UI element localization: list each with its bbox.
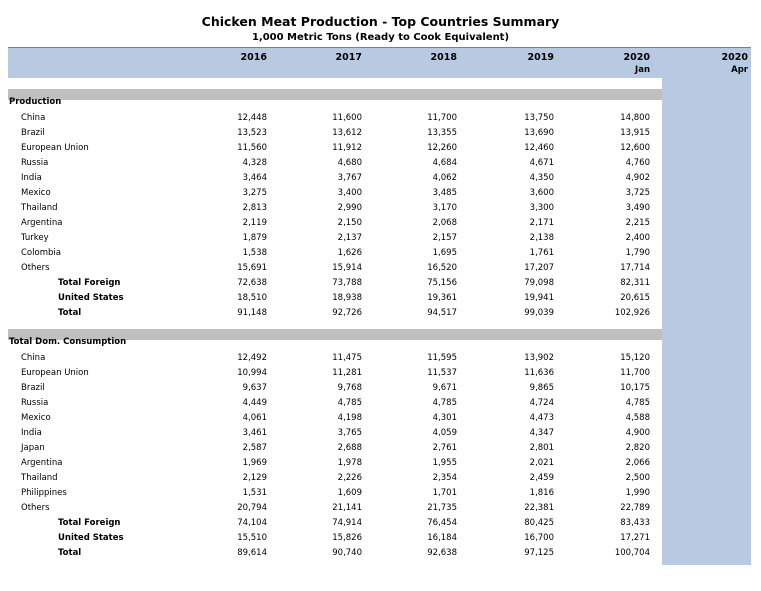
table-cell: 4,902 <box>625 173 650 183</box>
table-cell: 12,600 <box>620 143 650 153</box>
table-cell: 2,688 <box>337 443 362 453</box>
table-row <box>0 428 761 443</box>
table-cell: 12,260 <box>427 143 457 153</box>
table-cell: 3,725 <box>625 188 650 198</box>
table-cell: 1,626 <box>337 248 362 258</box>
table-row <box>0 353 761 368</box>
table-cell: 11,595 <box>427 353 457 363</box>
column-header-subperiod: Apr <box>731 65 748 75</box>
row-label: India <box>21 428 42 438</box>
table-cell: 89,614 <box>237 548 267 558</box>
table-cell: 4,785 <box>337 398 362 408</box>
row-label: United States <box>58 293 124 303</box>
table-cell: 3,461 <box>242 428 267 438</box>
table-cell: 19,941 <box>524 293 554 303</box>
table-cell: 4,680 <box>337 158 362 168</box>
table-cell: 1,790 <box>625 248 650 258</box>
total-row <box>0 308 761 323</box>
table-cell: 72,638 <box>237 278 267 288</box>
table-row <box>0 158 761 173</box>
table-cell: 2,138 <box>529 233 554 243</box>
table-cell: 15,914 <box>332 263 362 273</box>
row-label: Total <box>58 548 82 558</box>
table-cell: 11,281 <box>332 368 362 378</box>
table-row <box>0 503 761 518</box>
table-cell: 74,104 <box>237 518 267 528</box>
table-row <box>0 473 761 488</box>
row-label: Russia <box>21 158 49 168</box>
column-header-subperiod: Jan <box>635 65 650 75</box>
section-title: Production <box>9 97 62 107</box>
table-cell: 2,400 <box>625 233 650 243</box>
table-cell: 20,794 <box>237 503 267 513</box>
table-cell: 22,381 <box>524 503 554 513</box>
table-cell: 9,768 <box>337 383 362 393</box>
table-cell: 92,638 <box>427 548 457 558</box>
table-cell: 15,510 <box>237 533 267 543</box>
table-cell: 4,900 <box>625 428 650 438</box>
table-cell: 2,129 <box>242 473 267 483</box>
row-label: Mexico <box>21 188 51 198</box>
table-cell: 76,454 <box>427 518 457 528</box>
table-cell: 1,609 <box>337 488 362 498</box>
column-header <box>570 52 650 75</box>
column-header <box>668 52 748 75</box>
table-cell: 4,449 <box>242 398 267 408</box>
table-cell: 3,300 <box>529 203 554 213</box>
table-cell: 13,750 <box>524 113 554 123</box>
table-cell: 2,813 <box>242 203 267 213</box>
table-cell: 19,361 <box>427 293 457 303</box>
row-label: Others <box>21 263 50 273</box>
table-cell: 4,062 <box>432 173 457 183</box>
column-header <box>377 52 457 63</box>
table-cell: 4,671 <box>529 158 554 168</box>
table-cell: 2,119 <box>242 218 267 228</box>
table-cell: 1,531 <box>242 488 267 498</box>
table-cell: 2,801 <box>529 443 554 453</box>
row-label: Argentina <box>21 458 63 468</box>
column-header-year: 2020 <box>623 52 650 63</box>
table-cell: 100,704 <box>614 548 650 558</box>
table-cell: 3,485 <box>432 188 457 198</box>
table-cell: 3,400 <box>337 188 362 198</box>
table-cell: 1,816 <box>529 488 554 498</box>
table-cell: 2,990 <box>337 203 362 213</box>
table-row <box>0 413 761 428</box>
row-label: United States <box>58 533 124 543</box>
table-row <box>0 398 761 413</box>
table-cell: 2,137 <box>337 233 362 243</box>
table-cell: 11,600 <box>332 113 362 123</box>
total-row <box>0 518 761 533</box>
column-header-year: 2019 <box>527 52 554 63</box>
table-cell: 3,464 <box>242 173 267 183</box>
row-label: Turkey <box>21 233 49 243</box>
table-cell: 13,915 <box>620 128 650 138</box>
table-row <box>0 458 761 473</box>
table-cell: 11,636 <box>524 368 554 378</box>
table-cell: 4,328 <box>242 158 267 168</box>
table-cell: 4,588 <box>625 413 650 423</box>
table-cell: 2,066 <box>625 458 650 468</box>
table-row <box>0 143 761 158</box>
table-cell: 4,350 <box>529 173 554 183</box>
table-cell: 80,425 <box>524 518 554 528</box>
table-row <box>0 113 761 128</box>
table-cell: 17,207 <box>524 263 554 273</box>
table-cell: 11,475 <box>332 353 362 363</box>
table-cell: 1,701 <box>432 488 457 498</box>
row-label: Philippines <box>21 488 67 498</box>
table-row <box>0 263 761 278</box>
table-cell: 11,700 <box>427 113 457 123</box>
table-cell: 17,714 <box>620 263 650 273</box>
total-row <box>0 293 761 308</box>
table-cell: 2,587 <box>242 443 267 453</box>
row-label: Thailand <box>21 473 58 483</box>
table-cell: 4,061 <box>242 413 267 423</box>
table-row <box>0 173 761 188</box>
table-cell: 1,695 <box>432 248 457 258</box>
table-cell: 83,433 <box>620 518 650 528</box>
row-label: Total Foreign <box>58 518 121 528</box>
table-row <box>0 128 761 143</box>
table-cell: 16,184 <box>427 533 457 543</box>
table-cell: 73,788 <box>332 278 362 288</box>
table-cell: 10,994 <box>237 368 267 378</box>
table-cell: 10,175 <box>620 383 650 393</box>
table-cell: 11,537 <box>427 368 457 378</box>
table-cell: 12,460 <box>524 143 554 153</box>
column-header <box>187 52 267 63</box>
table-row <box>0 368 761 383</box>
table-cell: 90,740 <box>332 548 362 558</box>
table-cell: 2,820 <box>625 443 650 453</box>
table-cell: 79,098 <box>524 278 554 288</box>
table-cell: 3,275 <box>242 188 267 198</box>
table-cell: 13,902 <box>524 353 554 363</box>
table-row <box>0 383 761 398</box>
table-row <box>0 488 761 503</box>
table-cell: 9,865 <box>529 383 554 393</box>
row-label: Thailand <box>21 203 58 213</box>
column-header <box>282 52 362 63</box>
column-header-year: 2020 <box>721 52 748 63</box>
table-cell: 16,700 <box>524 533 554 543</box>
row-label: Total <box>58 308 82 318</box>
column-header-year: 2017 <box>335 52 362 63</box>
table-cell: 2,215 <box>625 218 650 228</box>
section-divider-bar <box>8 89 751 100</box>
table-cell: 4,724 <box>529 398 554 408</box>
row-label: European Union <box>21 368 89 378</box>
row-label: China <box>21 113 46 123</box>
table-cell: 11,700 <box>620 368 650 378</box>
table-cell: 2,459 <box>529 473 554 483</box>
table-cell: 1,978 <box>337 458 362 468</box>
row-label: European Union <box>21 143 89 153</box>
table-cell: 15,120 <box>620 353 650 363</box>
table-cell: 13,355 <box>427 128 457 138</box>
table-cell: 3,600 <box>529 188 554 198</box>
row-label: China <box>21 353 46 363</box>
row-label: Colombia <box>21 248 61 258</box>
table-cell: 4,347 <box>529 428 554 438</box>
column-header-year: 2018 <box>430 52 457 63</box>
row-label: Japan <box>21 443 45 453</box>
table-cell: 18,938 <box>332 293 362 303</box>
table-cell: 4,785 <box>625 398 650 408</box>
table-cell: 2,150 <box>337 218 362 228</box>
table-cell: 102,926 <box>614 308 650 318</box>
table-cell: 11,912 <box>332 143 362 153</box>
table-cell: 2,157 <box>432 233 457 243</box>
table-cell: 2,354 <box>432 473 457 483</box>
table-cell: 21,735 <box>427 503 457 513</box>
table-cell: 22,789 <box>620 503 650 513</box>
table-cell: 17,271 <box>620 533 650 543</box>
table-cell: 4,473 <box>529 413 554 423</box>
row-label: Total Foreign <box>58 278 121 288</box>
table-cell: 91,148 <box>237 308 267 318</box>
table-cell: 74,914 <box>332 518 362 528</box>
table-cell: 12,448 <box>237 113 267 123</box>
table-cell: 2,068 <box>432 218 457 228</box>
table-cell: 94,517 <box>427 308 457 318</box>
table-cell: 3,767 <box>337 173 362 183</box>
table-cell: 99,039 <box>524 308 554 318</box>
report-title: Chicken Meat Production - Top Countries Summary <box>201 14 560 29</box>
table-cell: 2,761 <box>432 443 457 453</box>
table-cell: 1,761 <box>529 248 554 258</box>
table-cell: 1,955 <box>432 458 457 468</box>
total-row <box>0 278 761 293</box>
latest-estimate-column-highlight <box>662 78 751 565</box>
column-header-year: 2016 <box>240 52 267 63</box>
table-cell: 12,492 <box>237 353 267 363</box>
table-cell: 18,510 <box>237 293 267 303</box>
table-cell: 2,021 <box>529 458 554 468</box>
table-row <box>0 248 761 263</box>
table-cell: 1,969 <box>242 458 267 468</box>
row-label: Argentina <box>21 218 63 228</box>
total-row <box>0 533 761 548</box>
table-cell: 4,198 <box>337 413 362 423</box>
row-label: India <box>21 173 42 183</box>
table-cell: 21,141 <box>332 503 362 513</box>
table-cell: 11,560 <box>237 143 267 153</box>
table-cell: 2,500 <box>625 473 650 483</box>
table-row <box>0 443 761 458</box>
row-label: Brazil <box>21 128 45 138</box>
table-cell: 1,879 <box>242 233 267 243</box>
table-cell: 2,171 <box>529 218 554 228</box>
table-cell: 3,170 <box>432 203 457 213</box>
column-header <box>474 52 554 63</box>
table-cell: 82,311 <box>620 278 650 288</box>
total-row <box>0 548 761 563</box>
table-row <box>0 218 761 233</box>
table-cell: 1,538 <box>242 248 267 258</box>
table-cell: 92,726 <box>332 308 362 318</box>
table-cell: 97,125 <box>524 548 554 558</box>
table-cell: 4,301 <box>432 413 457 423</box>
table-cell: 13,690 <box>524 128 554 138</box>
table-cell: 4,785 <box>432 398 457 408</box>
table-cell: 20,615 <box>620 293 650 303</box>
table-row <box>0 233 761 248</box>
table-cell: 15,691 <box>237 263 267 273</box>
row-label: Mexico <box>21 413 51 423</box>
table-cell: 1,990 <box>625 488 650 498</box>
table-cell: 16,520 <box>427 263 457 273</box>
section-title: Total Dom. Consumption <box>9 337 127 347</box>
row-label: Brazil <box>21 383 45 393</box>
table-row <box>0 188 761 203</box>
table-cell: 4,760 <box>625 158 650 168</box>
report-subtitle: 1,000 Metric Tons (Ready to Cook Equivalent) <box>251 32 510 43</box>
row-label: Russia <box>21 398 49 408</box>
table-row <box>0 203 761 218</box>
table-cell: 9,671 <box>432 383 457 393</box>
table-cell: 13,612 <box>332 128 362 138</box>
table-cell: 3,490 <box>625 203 650 213</box>
table-cell: 13,523 <box>237 128 267 138</box>
table-cell: 75,156 <box>427 278 457 288</box>
row-label: Others <box>21 503 50 513</box>
table-cell: 9,637 <box>242 383 267 393</box>
table-cell: 4,059 <box>432 428 457 438</box>
table-cell: 14,800 <box>620 113 650 123</box>
table-cell: 4,684 <box>432 158 457 168</box>
table-cell: 2,226 <box>337 473 362 483</box>
table-cell: 3,765 <box>337 428 362 438</box>
table-cell: 15,826 <box>332 533 362 543</box>
